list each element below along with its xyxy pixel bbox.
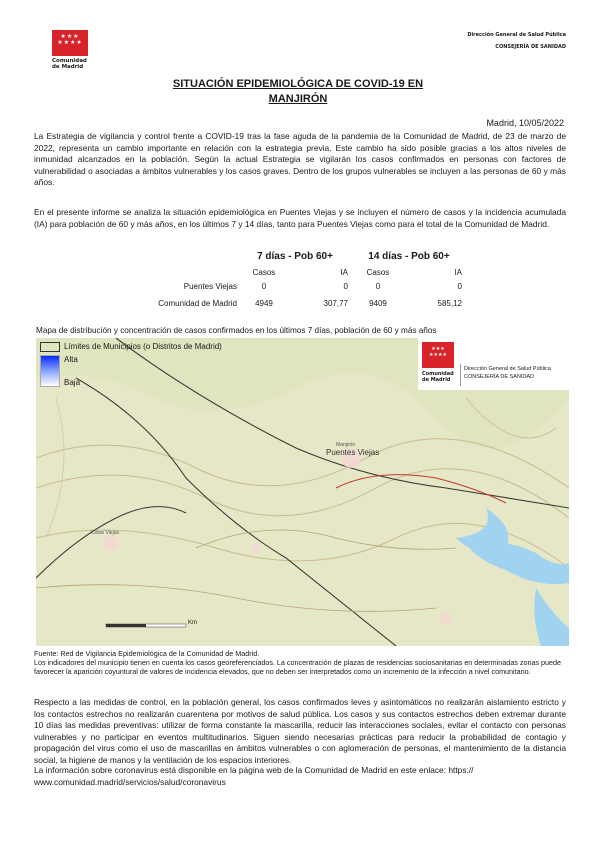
ia-14-value: 585,12 — [437, 299, 462, 308]
intro-paragraph: La Estrategia de vigilancia y control frente a COVID-19 tras la fase aguda de la pandemia de la Comunidad de Madrid, de 23 de marzo de 2022, representa un cambio importante en relación con la estrategia previa. Este cambio ha sido posible gracias a los altos niveles de inmunidad alcanzados en la población. Según la actual Estrategia se vigilarán los casos confirmados en personas con factores de vulnerabilidad o asociadas a ámbitos vulnerables y los casos graves. Dentro de los grupos vulnerables se incluyen a las personas de 60 y más años. — [34, 131, 566, 187]
boundary-swatch — [40, 342, 60, 352]
col-ia-7: IA — [340, 268, 348, 277]
map-legend — [40, 342, 222, 387]
legend-limits-row — [40, 342, 222, 352]
info-line-2: www.comunidad.madrid/servicios/salud/coronavirus — [34, 777, 226, 787]
map-caption: Mapa de distribución y concentración de casos confirmados en los últimos 7 días, población de 60 y más años — [36, 326, 437, 335]
density-gradient — [40, 355, 60, 387]
logo-text-1: Comunidad — [52, 58, 87, 64]
report-paragraph: En el presente informe se analiza la situación epidemiológica en Puentes Viejas y se incluyen el número de casos y la incidencia acumulada (IA) para población de 60 y más años, en los últimos 7 y 14 días, tanto para Puentes Viejas como para el total de la Comunidad de Madrid. — [34, 207, 566, 229]
map-org-line-1: Dirección General de Salud Pública — [464, 366, 551, 372]
logo-stars: ★★★ ★★★★ — [57, 33, 83, 46]
casos-14-value: 9409 — [369, 299, 387, 308]
logo-text-2: de Madrid — [52, 64, 84, 70]
measures-paragraph: Respecto a las medidas de control, en la población general, los casos confirmados leves y asintomáticos no realizarán aislamiento estricto y los contactos estrechos no realizarán cuarentena por motivos de salud pública. Los casos y sus contactos estrechos deben extremar durante 10 días las medidas preventivas: utilizar de forma constante la mascarilla, reducir las interacciones sociales, evitar el contacto con personas vulnerables y no participar en eventos multitudinarios. Siguen siendo necesarias prácticas para reducir la probabilidad de contagio y propagación del virus como el uso de mascarillas en ámbitos vulnerables o con aglomeración de personas, el mantenimiento de la distancia social, la higiene de manos y la ventilación de los espacios interiores. — [34, 697, 566, 765]
stats-table — [140, 250, 466, 309]
legend-low-label: Baja — [64, 378, 81, 387]
legend-gradient-row — [40, 355, 222, 387]
map-logo-box — [422, 342, 454, 368]
place-puentes-label: Puentes Viejas — [326, 448, 380, 457]
map-logo-caption — [422, 371, 454, 383]
map-org-text — [464, 365, 551, 381]
indicators-note: Los indicadores del municipio tienen en cuenta los casos georeferenciados. La concentración de plazas de residencias sociosanitarias en determinadas zonas puede favorecer la aparición coyuntural de valores de incidencia elevados, que no deben ser interpretados como un incremento de la infección a nivel comunitario. — [34, 658, 562, 677]
source-line: Fuente: Red de Vigilancia Epidemiológica de la Comunidad de Madrid. — [34, 649, 260, 658]
group-7-header: 7 días - Pob 60+ — [257, 251, 333, 262]
row-label: Comunidad de Madrid — [158, 299, 237, 308]
page-title-line-1: SITUACIÓN EPIDEMIOLÓGICA DE COVID-19 EN — [172, 78, 424, 90]
group-14-header: 14 días - Pob 60+ — [368, 251, 450, 262]
legend-limits-label: Límites de Municipios (o Distritos de Madrid) — [64, 342, 222, 352]
scale-label: Km — [188, 620, 197, 626]
org-line-1: Dirección General de Salud Pública — [467, 32, 566, 38]
ia-7-value: 307,77 — [323, 299, 348, 308]
incidence-map — [36, 338, 569, 646]
comunidad-madrid-logo — [52, 30, 88, 56]
map-logo-divider — [460, 364, 461, 386]
logo-caption — [52, 58, 87, 70]
col-casos-7: Casos — [252, 268, 276, 277]
org-line-2: CONSEJERÍA DE SANIDAD — [495, 44, 566, 50]
casos-7-value: 0 — [261, 282, 267, 291]
info-line-1: La información sobre coronavirus está disponible en la página web de la Comunidad de Madrid en este enlace: https:// — [34, 765, 474, 775]
legend-high-label: Alta — [64, 355, 78, 364]
map-logo-stars: ★★★ ★★★★ — [429, 346, 447, 358]
ia-7-value: 0 — [343, 282, 348, 291]
place-date: Madrid, 10/05/2022 — [486, 118, 564, 128]
org-header — [467, 32, 566, 50]
place-cotos-label: Cotos Viejos — [91, 530, 119, 536]
place-manjiron-label: Manjirón — [336, 442, 356, 448]
col-ia-14: IA — [454, 268, 462, 277]
col-casos-14: Casos — [366, 268, 390, 277]
ia-14-value: 0 — [457, 282, 462, 291]
table-row — [140, 278, 466, 292]
map-logo-panel — [418, 338, 569, 390]
map-logo-text-2: de Madrid — [422, 377, 451, 383]
casos-14-value: 0 — [375, 282, 381, 291]
table-row — [140, 292, 466, 309]
casos-7-value: 4949 — [255, 299, 273, 308]
page-title-line-2: MANJIRÓN — [268, 93, 328, 105]
row-label: Puentes Viejas — [183, 282, 237, 291]
map-logo-text-1: Comunidad — [422, 371, 454, 377]
map-org-line-2: CONSEJERÍA DE SANIDAD — [464, 374, 534, 380]
